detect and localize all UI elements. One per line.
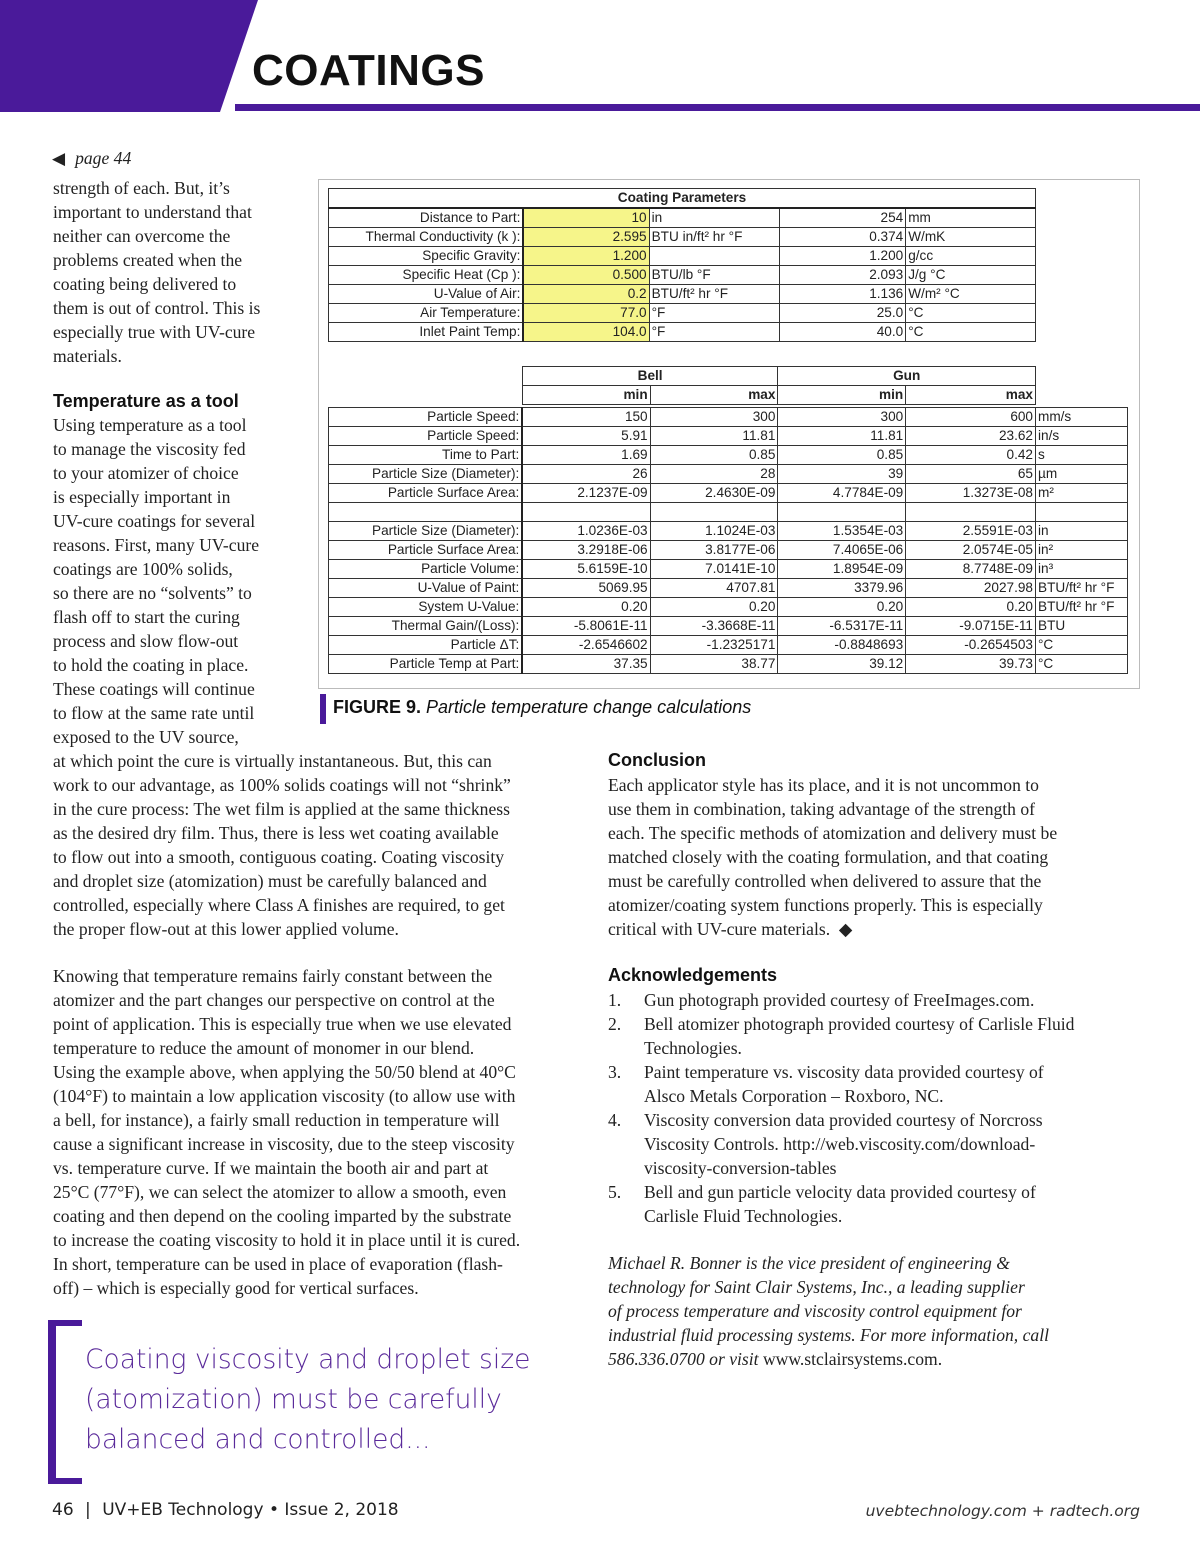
param-value-imperial: 10 xyxy=(523,208,649,228)
figure-label: FIGURE 9. xyxy=(333,697,422,717)
particle-row xyxy=(329,446,1128,465)
particle-unit: in³ xyxy=(1036,560,1128,579)
particle-row xyxy=(329,427,1128,446)
particle-value: 38.77 xyxy=(650,655,778,674)
text-line: to hold the coating in place. xyxy=(53,655,249,675)
param-label: Inlet Paint Temp: xyxy=(329,323,524,342)
figure-caption-bar xyxy=(320,694,326,724)
particle-value: 1.69 xyxy=(522,446,650,465)
param-unit-imperial xyxy=(649,247,779,266)
particle-unit: in xyxy=(1036,522,1128,541)
particle-value: 1.5354E-03 xyxy=(778,522,906,541)
particle-label: Particle Speed: xyxy=(329,408,523,427)
text-line: off) – which is especially good for vertical surfaces. xyxy=(53,1278,419,1298)
particle-row xyxy=(329,541,1128,560)
particle-label: Particle Volume: xyxy=(329,560,523,579)
text-line: problems created when the xyxy=(53,250,243,270)
params-body xyxy=(329,208,1036,342)
figure-caption xyxy=(333,697,751,718)
text-line: neither can overcome the xyxy=(53,226,231,246)
particle-value: 2.5591E-03 xyxy=(906,522,1036,541)
particle-label: Particle Size (Diameter): xyxy=(329,522,523,541)
text-line: important to understand that xyxy=(53,202,252,222)
text-line: 586.336.0700 or visit xyxy=(608,1349,759,1369)
conclusion-heading: Conclusion xyxy=(608,750,706,770)
particle-unit: °C xyxy=(1036,655,1128,674)
param-unit-metric: °C xyxy=(906,323,1036,342)
text-line: materials. xyxy=(53,346,122,366)
param-value-metric: 40.0 xyxy=(779,323,906,342)
param-label: Specific Gravity: xyxy=(329,247,524,266)
particle-unit: in/s xyxy=(1036,427,1128,446)
text-line: in the cure process: The wet film is applied at the same thickness xyxy=(53,799,510,819)
text-line: atomizer/coating system functions properly. This is especially xyxy=(608,895,1043,915)
param-label: Distance to Part: xyxy=(329,208,524,228)
particle-value: 300 xyxy=(650,408,778,427)
particle-value: 0.20 xyxy=(778,598,906,617)
param-value-imperial: 0.500 xyxy=(523,266,649,285)
particle-value: 28 xyxy=(650,465,778,484)
subhead-max: max xyxy=(906,386,1036,405)
particle-value: 2.0574E-05 xyxy=(906,541,1036,560)
particle-value: -2.6546602 xyxy=(522,636,650,655)
text-line: them is out of control. This is xyxy=(53,298,261,318)
param-label: Specific Heat (Cp ): xyxy=(329,266,524,285)
text-line: industrial fluid processing systems. For more information, call xyxy=(608,1325,1049,1345)
particle-value: 65 xyxy=(906,465,1036,484)
particle-value: 11.81 xyxy=(650,427,778,446)
text-line: must be carefully controlled when delivered to assure that the xyxy=(608,871,1042,891)
particle-value: 11.81 xyxy=(778,427,906,446)
text-line: Using the example above, when applying the 50/50 blend at 40°C xyxy=(53,1062,516,1082)
section-title: COATINGS xyxy=(252,46,485,95)
particle-value: 7.4065E-06 xyxy=(778,541,906,560)
figure-caption-text: Particle temperature change calculations xyxy=(426,697,752,717)
footer-websites[interactable]: uvebtechnology.com + radtech.org xyxy=(865,1502,1140,1520)
particle-value: 4.7784E-09 xyxy=(778,484,906,503)
author-bio xyxy=(608,1251,1049,1371)
particle-row xyxy=(329,598,1128,617)
particle-value: -1.2325171 xyxy=(650,636,778,655)
text-line: atomizer and the part changes our perspective on control at the xyxy=(53,990,495,1010)
particle-value: 0.20 xyxy=(650,598,778,617)
particle-value: 7.0141E-10 xyxy=(650,560,778,579)
param-row xyxy=(329,304,1036,323)
particle-label: System U-Value: xyxy=(329,598,523,617)
text-line: coating being delivered to xyxy=(53,274,237,294)
particle-value: 39.73 xyxy=(906,655,1036,674)
particle-row xyxy=(329,408,1128,427)
particle-value: 0.20 xyxy=(906,598,1036,617)
temperature-paragraph-narrow xyxy=(53,413,259,749)
footer-separator: | xyxy=(85,1500,91,1520)
param-row xyxy=(329,266,1036,285)
acknowledgement-item xyxy=(608,1060,1168,1108)
particle-label: Particle Speed: xyxy=(329,427,523,446)
particle-value: 4707.81 xyxy=(650,579,778,598)
back-arrow-icon: ◀ xyxy=(52,149,66,168)
particle-value: -5.8061E-11 xyxy=(522,617,650,636)
text-line: Bell and gun particle velocity data provided courtesy of xyxy=(644,1182,1036,1202)
text-line: UV-cure coatings for several xyxy=(53,511,256,531)
end-diamond-icon: ◆ xyxy=(838,919,853,939)
text-line: vs. temperature curve. If we maintain the booth air and part at xyxy=(53,1158,489,1178)
text-line: 25°C (77°F), we can select the atomizer to allow a smooth, even xyxy=(53,1182,507,1202)
param-unit-imperial: BTU in/ft² hr °F xyxy=(649,228,779,247)
text-line: of process temperature and viscosity control equipment for xyxy=(608,1301,1022,1321)
item-number: 3. xyxy=(608,1062,622,1082)
particle-label: U-Value of Paint: xyxy=(329,579,523,598)
param-value-imperial: 2.595 xyxy=(523,228,649,247)
page-number: 46 xyxy=(52,1500,74,1520)
text-line: to your atomizer of choice xyxy=(53,463,239,483)
text-line: Carlisle Fluid Technologies. xyxy=(644,1206,843,1226)
pull-quote-line: balanced and controlled... xyxy=(85,1424,431,1455)
block1-body xyxy=(329,408,1128,503)
particle-value: 3379.96 xyxy=(778,579,906,598)
param-unit-imperial: in xyxy=(649,208,779,228)
subhead-min: min xyxy=(522,386,650,405)
param-unit-imperial: °F xyxy=(649,304,779,323)
continued-page-ref: page 44 xyxy=(75,148,132,168)
text-line: strength of each. But, it’s xyxy=(53,178,230,198)
pull-quote-bracket xyxy=(46,1320,84,1484)
text-line: Using temperature as a tool xyxy=(53,415,247,435)
particle-unit: s xyxy=(1036,446,1128,465)
particle-value: 8.7748E-09 xyxy=(906,560,1036,579)
author-website-link[interactable]: www.stclairsystems.com. xyxy=(762,1349,943,1369)
param-value-metric: 25.0 xyxy=(779,304,906,323)
text-line: matched closely with the coating formulation, and that coating xyxy=(608,847,1049,867)
text-line: to increase the coating viscosity to hold it in place until it is cured. xyxy=(53,1230,521,1250)
item-number: 4. xyxy=(608,1110,622,1130)
text-line: temperature to reduce the amount of monomer in our blend. xyxy=(53,1038,475,1058)
particle-value: -6.5317E-11 xyxy=(778,617,906,636)
particle-value: 5.91 xyxy=(522,427,650,446)
publication-issue: UV+EB Technology • Issue 2, 2018 xyxy=(102,1500,399,1520)
particle-value: 600 xyxy=(906,408,1036,427)
param-unit-metric: J/g °C xyxy=(906,266,1036,285)
conclusion-paragraph xyxy=(608,773,1057,941)
particle-unit: µm xyxy=(1036,465,1128,484)
acknowledgement-item xyxy=(608,1180,1168,1228)
particle-value: 39.12 xyxy=(778,655,906,674)
text-line: These coatings will continue xyxy=(53,679,255,699)
text-line: exposed to the UV source, xyxy=(53,727,239,747)
particle-value: 1.3273E-08 xyxy=(906,484,1036,503)
param-value-imperial: 0.2 xyxy=(523,285,649,304)
text-line: is especially important in xyxy=(53,487,231,507)
particle-value: 2.4630E-09 xyxy=(650,484,778,503)
text-line: Each applicator style has its place, and it is not uncommon to xyxy=(608,775,1039,795)
particle-label: Thermal Gain/(Loss): xyxy=(329,617,523,636)
text-line: reasons. First, many UV-cure xyxy=(53,535,260,555)
text-line: controlled, especially where Class A finishes are required, to get xyxy=(53,895,505,915)
particle-value: 26 xyxy=(522,465,650,484)
acknowledgement-item xyxy=(608,988,1168,1012)
particle-label: Particle ΔT: xyxy=(329,636,523,655)
continued-from-marker xyxy=(52,146,131,171)
particle-value: 0.85 xyxy=(778,446,906,465)
particle-value: 0.85 xyxy=(650,446,778,465)
particle-row xyxy=(329,636,1128,655)
particle-row xyxy=(329,484,1128,503)
particle-unit: BTU/ft² hr °F xyxy=(1036,579,1128,598)
figure-table-frame xyxy=(318,179,1140,689)
subhead-max: max xyxy=(650,386,778,405)
param-value-imperial: 77.0 xyxy=(523,304,649,323)
item-number: 5. xyxy=(608,1182,622,1202)
text-line: Gun photograph provided courtesy of FreeImages.com. xyxy=(644,990,1035,1010)
particle-value: -0.8848693 xyxy=(778,636,906,655)
header-rule xyxy=(235,104,1200,111)
param-unit-imperial: BTU/ft² hr °F xyxy=(649,285,779,304)
particle-row xyxy=(329,522,1128,541)
text-line: cause a significant increase in viscosity, due to the steep viscosity xyxy=(53,1134,515,1154)
particle-label: Particle Temp at Part: xyxy=(329,655,523,674)
particle-value: 3.2918E-06 xyxy=(522,541,650,560)
intro-paragraph xyxy=(53,176,260,368)
particle-value: 0.20 xyxy=(522,598,650,617)
particle-value: 300 xyxy=(778,408,906,427)
param-label: U-Value of Air: xyxy=(329,285,524,304)
param-row xyxy=(329,247,1036,266)
text-line: Viscosity conversion data provided courtesy of Norcross xyxy=(644,1110,1043,1130)
text-line: critical with UV-cure materials. xyxy=(608,919,831,939)
text-line: to manage the viscosity fed xyxy=(53,439,246,459)
particle-row xyxy=(329,617,1128,636)
text-line: use them in combination, taking advantage of the strength of xyxy=(608,799,1036,819)
param-row xyxy=(329,285,1036,304)
particle-value: 39 xyxy=(778,465,906,484)
param-row xyxy=(329,208,1036,228)
param-unit-metric: g/cc xyxy=(906,247,1036,266)
text-line: Viscosity Controls. http://web.viscosity.com/download- xyxy=(644,1134,1036,1154)
text-line: coatings are 100% solids, xyxy=(53,559,233,579)
particle-unit: m² xyxy=(1036,484,1128,503)
acknowledgement-item xyxy=(608,1108,1168,1180)
particle-label: Particle Surface Area: xyxy=(329,484,523,503)
header-accent-band xyxy=(0,0,260,112)
particle-value: 3.8177E-06 xyxy=(650,541,778,560)
acknowledgement-item xyxy=(608,1012,1168,1060)
group-header-bell: Bell xyxy=(522,367,778,386)
particle-value: 37.35 xyxy=(522,655,650,674)
text-line: flash off to start the curing xyxy=(53,607,240,627)
pull-quote-line: (atomization) must be carefully xyxy=(85,1384,502,1415)
particle-calc-table xyxy=(328,366,1128,674)
text-line: coating and then depend on the cooling imparted by the substrate xyxy=(53,1206,512,1226)
text-line: as the desired dry film. Thus, there is less wet coating available xyxy=(53,823,499,843)
text-line: point of application. This is especially true when we use elevated xyxy=(53,1014,512,1034)
particle-value: 5069.95 xyxy=(522,579,650,598)
param-label: Thermal Conductivity (k ): xyxy=(329,228,524,247)
particle-value: -3.3668E-11 xyxy=(650,617,778,636)
pull-quote-line: Coating viscosity and droplet size xyxy=(85,1344,531,1375)
particle-label: Time to Part: xyxy=(329,446,523,465)
item-number: 1. xyxy=(608,990,622,1010)
temperature-heading: Temperature as a tool xyxy=(53,391,239,411)
text-line: In short, temperature can be used in place of evaporation (flash- xyxy=(53,1254,503,1274)
table-title: Coating Parameters xyxy=(329,189,1036,209)
particle-value: 2.1237E-09 xyxy=(522,484,650,503)
param-row xyxy=(329,323,1036,342)
particle-value: 1.8954E-09 xyxy=(778,560,906,579)
param-value-metric: 2.093 xyxy=(779,266,906,285)
particle-label: Particle Surface Area: xyxy=(329,541,523,560)
param-unit-metric: W/m² °C xyxy=(906,285,1036,304)
particle-value: 1.1024E-03 xyxy=(650,522,778,541)
particle-value: 2027.98 xyxy=(906,579,1036,598)
text-line: especially true with UV-cure xyxy=(53,322,256,342)
particle-value: 0.42 xyxy=(906,446,1036,465)
particle-value: 1.0236E-03 xyxy=(522,522,650,541)
item-number: 2. xyxy=(608,1014,622,1034)
coating-parameters-table xyxy=(328,188,1036,342)
text-line: a bell, for instance), a fairly small reduction in temperature will xyxy=(53,1110,500,1130)
text-line: so there are no “solvents” to xyxy=(53,583,252,603)
particle-row xyxy=(329,579,1128,598)
particle-row xyxy=(329,465,1128,484)
text-line: Technologies. xyxy=(644,1038,742,1058)
text-line: Michael R. Bonner is the vice president of engineering & xyxy=(608,1253,1010,1273)
text-line: Paint temperature vs. viscosity data provided courtesy of xyxy=(644,1062,1044,1082)
param-row xyxy=(329,228,1036,247)
text-line: technology for Saint Clair Systems, Inc., a leading supplier xyxy=(608,1277,1025,1297)
param-unit-imperial: °F xyxy=(649,323,779,342)
param-value-metric: 1.136 xyxy=(779,285,906,304)
particle-value: 150 xyxy=(522,408,650,427)
pull-quote xyxy=(85,1340,530,1460)
acknowledgements-list xyxy=(608,988,1168,1228)
param-label: Air Temperature: xyxy=(329,304,524,323)
text-line: and droplet size (atomization) must be carefully balanced and xyxy=(53,871,487,891)
knowing-paragraph xyxy=(53,964,520,1300)
param-unit-metric: °C xyxy=(906,304,1036,323)
particle-row xyxy=(329,560,1128,579)
param-unit-metric: mm xyxy=(906,208,1036,228)
particle-value: 23.62 xyxy=(906,427,1036,446)
text-line: Knowing that temperature remains fairly constant between the xyxy=(53,966,493,986)
text-line: process and slow flow-out xyxy=(53,631,239,651)
group-header-gun: Gun xyxy=(778,367,1036,386)
particle-unit: in² xyxy=(1036,541,1128,560)
text-line: work to our advantage, as 100% solids coatings will not “shrink” xyxy=(53,775,511,795)
particle-unit: °C xyxy=(1036,636,1128,655)
particle-label: Particle Size (Diameter): xyxy=(329,465,523,484)
particle-value: -0.2654503 xyxy=(906,636,1036,655)
param-value-imperial: 104.0 xyxy=(523,323,649,342)
text-line: Bell atomizer photograph provided courtesy of Carlisle Fluid xyxy=(644,1014,1075,1034)
particle-unit: mm/s xyxy=(1036,408,1128,427)
text-line: the proper flow-out at this lower applied volume. xyxy=(53,919,399,939)
acknowledgements-heading: Acknowledgements xyxy=(608,965,778,985)
particle-row xyxy=(329,655,1128,674)
particle-unit: BTU xyxy=(1036,617,1128,636)
text-line: viscosity-conversion-tables xyxy=(644,1158,837,1178)
text-line: (104°F) to maintain a low application viscosity (to allow use with xyxy=(53,1086,516,1106)
text-line: each. The specific methods of atomization and delivery must be xyxy=(608,823,1058,843)
param-unit-imperial: BTU/lb °F xyxy=(649,266,779,285)
param-unit-metric: W/mK xyxy=(906,228,1036,247)
text-line: to flow at the same rate until xyxy=(53,703,255,723)
param-value-metric: 254 xyxy=(779,208,906,228)
subhead-min: min xyxy=(778,386,906,405)
block2-body xyxy=(329,522,1128,674)
param-value-metric: 1.200 xyxy=(779,247,906,266)
temperature-paragraph-wide xyxy=(53,749,511,941)
text-line: to flow out into a smooth, contiguous coating. Coating viscosity xyxy=(53,847,505,867)
param-value-metric: 0.374 xyxy=(779,228,906,247)
particle-value: 5.6159E-10 xyxy=(522,560,650,579)
param-value-imperial: 1.200 xyxy=(523,247,649,266)
footer-publication xyxy=(52,1500,399,1520)
text-line: at which point the cure is virtually instantaneous. But, this can xyxy=(53,751,492,771)
text-line: Alsco Metals Corporation – Roxboro, NC. xyxy=(644,1086,944,1106)
particle-unit: BTU/ft² hr °F xyxy=(1036,598,1128,617)
particle-value: -9.0715E-11 xyxy=(906,617,1036,636)
